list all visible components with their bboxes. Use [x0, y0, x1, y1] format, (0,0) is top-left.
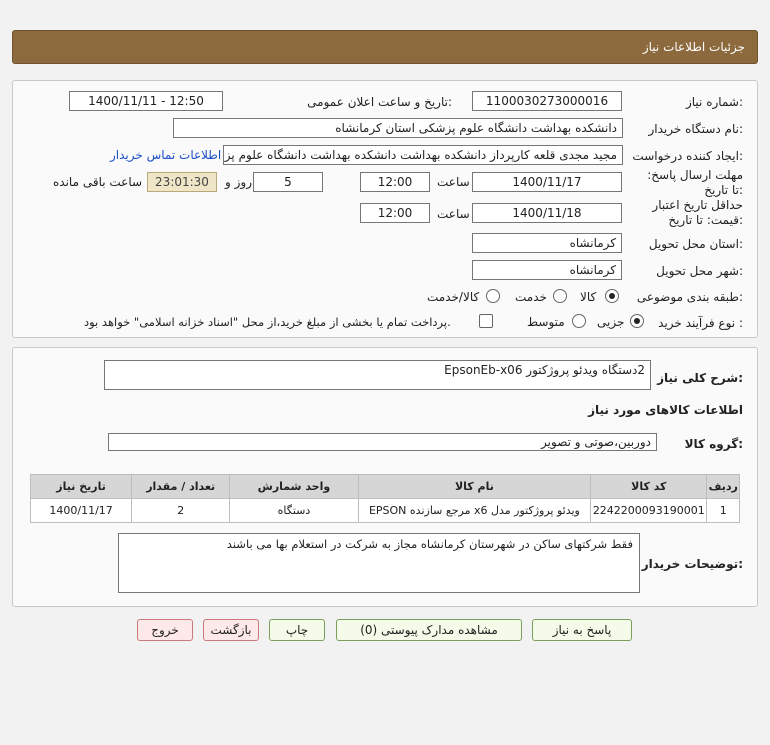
col-code-header: کد کالا	[591, 475, 707, 499]
col-row-header: ردیف	[707, 475, 740, 499]
cell-name: ویدئو پروژکتور مدل x6 مرجع سازنده EPSON	[358, 499, 591, 523]
back-button[interactable]: بازگشت	[203, 619, 259, 641]
deadline-time-label: ساعت	[437, 175, 470, 189]
process-minor-radio[interactable]	[630, 314, 644, 328]
category-goods-service-label: کالا/خدمت	[427, 290, 480, 304]
days-field: 5	[253, 172, 323, 192]
validity-time-field: 12:00	[360, 203, 430, 223]
buyer-notes-label: توضیحات خریدار:	[641, 557, 743, 571]
buyer-notes-field: فقط شرکتهای ساکن در شهرستان کرمانشاه مجاز به شرکت در استعلام بها می باشند	[118, 533, 640, 593]
col-unit-header: واحد شمارش	[230, 475, 358, 499]
goods-table	[30, 474, 740, 523]
general-desc-field: 2دستگاه ویدئو پروژکتور EpsonEb-x06	[104, 360, 651, 390]
process-label: نوع فرآیند خرید :	[658, 316, 743, 330]
category-service-radio[interactable]	[553, 289, 567, 303]
goods-group-field: دوربین،صوتی و تصویر	[108, 433, 657, 451]
remaining-label: ساعت باقی مانده	[53, 175, 143, 189]
goods-table-header	[31, 475, 740, 499]
need-number-field: 1100030273000016	[472, 91, 622, 111]
days-label: روز و	[225, 175, 252, 189]
cell-date: 1400/11/17	[31, 499, 132, 523]
treasury-payment-checkbox[interactable]	[479, 314, 493, 328]
creator-field: مجید مجدی قلعه کارپرداز دانشکده بهداشت دانشکده بهداشت دانشگاه علوم پز	[223, 145, 623, 165]
col-date-header: تاریخ نیاز	[31, 475, 132, 499]
process-medium-label: متوسط	[527, 315, 565, 329]
city-label: شهر محل تحویل:	[656, 264, 743, 278]
remaining-time-field: 23:01:30	[147, 172, 217, 192]
cell-row: 1	[707, 499, 740, 523]
city-field: کرمانشاه	[472, 260, 622, 280]
table-row	[31, 499, 740, 523]
province-field: کرمانشاه	[472, 233, 622, 253]
goods-info-title: اطلاعات کالاهای مورد نیاز	[588, 403, 743, 417]
cell-unit: دستگاه	[230, 499, 358, 523]
process-medium-radio[interactable]	[572, 314, 586, 328]
deadline-time-field: 12:00	[360, 172, 430, 192]
buyer-contact-link[interactable]: اطلاعات تماس خریدار	[110, 148, 222, 162]
col-name-header: نام کالا	[358, 475, 591, 499]
attachments-button[interactable]: مشاهده مدارک پیوستی (0)	[336, 619, 522, 641]
treasury-payment-note: پرداخت تمام یا بخشی از مبلغ خرید،از محل "اسناد خزانه اسلامی" خواهد بود.	[84, 315, 451, 329]
page-header	[12, 30, 758, 64]
creator-label: ایجاد کننده درخواست:	[632, 149, 743, 163]
page-title: جزئیات اطلاعات نیاز	[642, 40, 745, 54]
exit-button[interactable]: خروج	[137, 619, 193, 641]
announce-field: 1400/11/11 - 12:50	[69, 91, 223, 111]
category-service-label: خدمت	[515, 290, 547, 304]
process-minor-label: جزیی	[597, 315, 625, 329]
print-button[interactable]: چاپ	[269, 619, 325, 641]
category-goods-label: کالا	[580, 290, 597, 304]
validity-date-field: 1400/11/18	[472, 203, 622, 223]
buyer-org-label: نام دستگاه خریدار:	[648, 122, 743, 136]
cell-code: 2242200093190001	[591, 499, 707, 523]
cell-qty: 2	[132, 499, 230, 523]
general-desc-label: شرح کلی نیاز:	[657, 371, 743, 385]
deadline-date-field: 1400/11/17	[472, 172, 622, 192]
buyer-org-field: دانشکده بهداشت دانشگاه علوم پزشکی استان کرمانشاه	[173, 118, 623, 138]
reply-button[interactable]: پاسخ به نیاز	[532, 619, 632, 641]
announce-label: تاریخ و ساعت اعلان عمومی:	[307, 95, 452, 109]
goods-group-label: گروه کالا:	[684, 437, 743, 451]
category-goods-radio[interactable]	[605, 289, 619, 303]
deadline-label: مهلت ارسال پاسخ: تا تاریخ:	[647, 168, 743, 197]
validity-label: حداقل تاریخ اعتبار قیمت: تا تاریخ:	[652, 198, 743, 227]
category-goods-service-radio[interactable]	[486, 289, 500, 303]
col-qty-header: تعداد / مقدار	[132, 475, 230, 499]
validity-time-label: ساعت	[437, 207, 470, 221]
province-label: استان محل تحویل:	[648, 237, 743, 251]
need-number-label: شماره نیاز:	[685, 95, 743, 109]
category-label: طبقه بندی موضوعی:	[636, 290, 743, 304]
